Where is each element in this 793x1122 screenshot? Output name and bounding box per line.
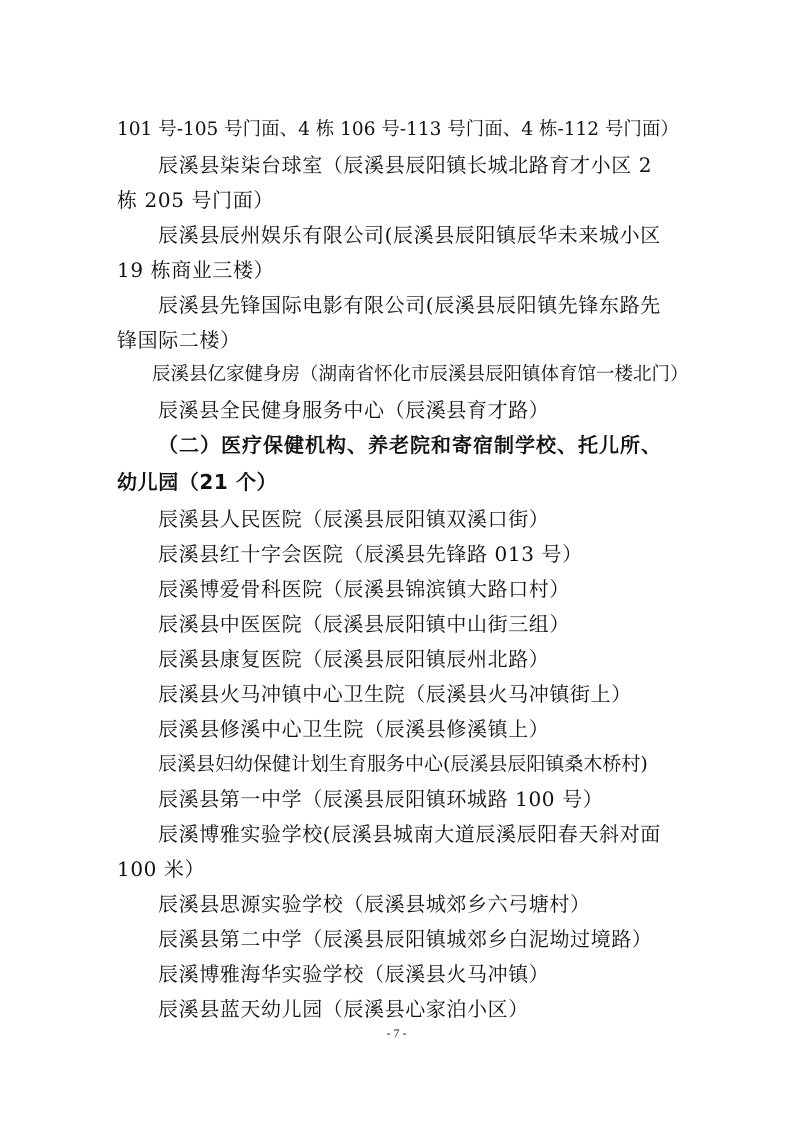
text-line: 辰溪县第一中学（辰溪县辰阳镇环城路 100 号）	[158, 787, 604, 811]
text-line: 辰溪县全民健身服务中心（辰溪县育才路）	[158, 398, 550, 422]
text-line: 101 号-105 号门面、4 栋 106 号-113 号门面、4 栋-112 号门面）	[117, 119, 679, 140]
text-line: 辰溪县修溪中心卫生院（辰溪县修溪镇上）	[158, 717, 550, 741]
text-line: 栋 205 号门面）	[117, 188, 274, 212]
text-line: 辰溪县红十字会医院（辰溪县先锋路 013 号）	[158, 542, 583, 566]
text-line: 辰溪县蓝天幼儿园（辰溪县心家泊小区）	[158, 997, 529, 1021]
text-line: 辰溪县思源实验学校（辰溪县城郊乡六弓塘村）	[158, 892, 591, 916]
page-number: - 7 -	[386, 1026, 407, 1040]
text-line: 辰溪县柒柒台球室（辰溪县辰阳镇长城北路育才小区 2	[158, 153, 653, 177]
text-line: 辰溪县人民医院（辰溪县辰阳镇双溪口街）	[158, 507, 550, 531]
text-line: 辰溪博爱骨科医院（辰溪县锦滨镇大路口村）	[158, 577, 570, 601]
text-line: 辰溪县康复医院（辰溪县辰阳镇辰州北路）	[158, 647, 550, 671]
text-line: 辰溪县亿家健身房（湖南省怀化市辰溪县辰阳镇体育馆一楼北门）	[152, 364, 689, 385]
text-line: 辰溪县第二中学（辰溪县辰阳镇城郊乡白泥坳过境路）	[158, 927, 653, 951]
text-line: 19 栋商业三楼）	[117, 258, 275, 282]
section-heading: 幼儿园（21 个）	[117, 470, 278, 494]
text-line: 辰溪县中医医院（辰溪县辰阳镇中山街三组）	[158, 612, 570, 636]
text-line: 辰溪博雅海华实验学校（辰溪县火马冲镇）	[158, 962, 550, 986]
section-heading: （二）医疗保健机构、养老院和寄宿制学校、托儿所、	[158, 433, 662, 457]
text-line: 锋国际二楼）	[117, 328, 241, 352]
text-line: 100 米）	[117, 857, 206, 881]
text-line: 辰溪博雅实验学校(辰溪县城南大道辰溪辰阳春天斜对面	[158, 822, 661, 846]
text-line: 辰溪县妇幼保健计划生育服务中心(辰溪县辰阳镇桑木桥村)	[158, 753, 648, 775]
text-line: 辰溪县辰州娱乐有限公司(辰溪县辰阳镇辰华未来城小区	[158, 223, 661, 247]
text-line: 辰溪县先锋国际电影有限公司(辰溪县辰阳镇先锋东路先	[158, 293, 661, 317]
text-line: 辰溪县火马冲镇中心卫生院（辰溪县火马冲镇街上）	[158, 682, 632, 706]
